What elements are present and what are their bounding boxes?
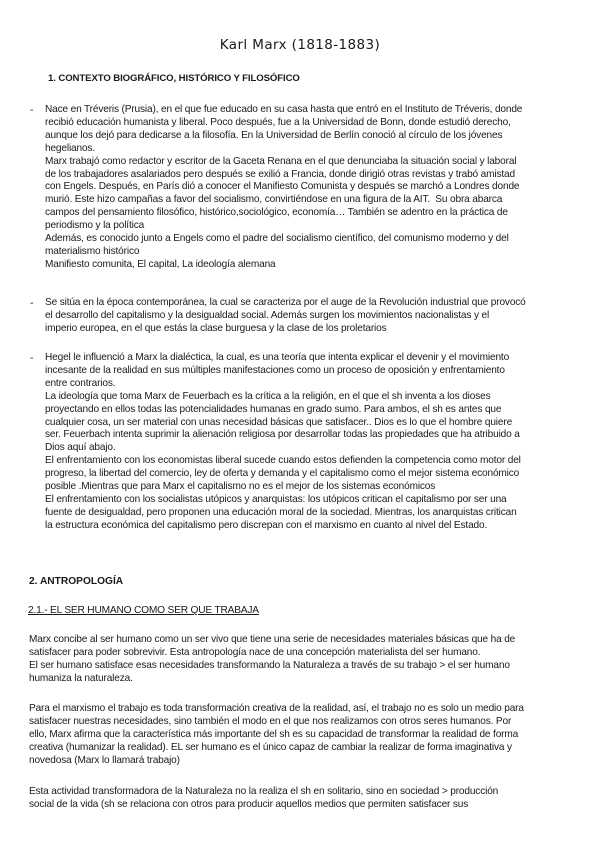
- bullet-marker: -: [30, 297, 34, 309]
- subsection-2-1-heading: 2.1.- EL SER HUMANO COMO SER QUE TRABAJA: [28, 605, 259, 616]
- paragraph: Para el marxismo el trabajo es toda transformación creativa de la realidad, así, el trabajo no es solo un medio para satisfacer nuestras necesidades, sino también el modo en el que nos realizamos con otros seres humanos. Por ello, Marx afirma que la característica más importante del sh es su capacidad de transformar la realidad de forma creativa (humanizar la realidad). EL ser humano es el único capaz de cambiar la realizar de forma imaginativa y novedosa (Marx lo llamará trabajo): [29, 703, 524, 766]
- bullet-text-historical-context: Se sitúa en la época contemporánea, la cual se caracteriza por el auge de la Revolución industrial que provocó el desarrollo del capitalismo y la desigualdad social. Además surgen los movimientos nacionalistas y el imperio europea, en el que estás la clase burguesa y la clase de los proletarios: [45, 297, 526, 334]
- bullet-item: [30, 352, 575, 533]
- section-2-heading: 2. ANTROPOLOGÍA: [29, 576, 124, 587]
- paragraph: Marx concibe al ser humano como un ser vivo que tiene una serie de necesidades materiales básicas que ha de satisfacer para poder sobrevivir. Esta antropología nace de una concepción materialista del ser humano. El ser humano satisface esas necesidades transformando la Naturaleza a través de su trabajo > el ser humano humaniza la naturaleza.: [29, 634, 516, 684]
- paragraph: Esta actividad transformadora de la Naturaleza no la realiza el sh en solitario, sino en sociedad > producción social de la vida (sh se relaciona con otros para producir aquellos medios que permiten satisfacer sus: [29, 786, 499, 810]
- bullet-marker: -: [30, 352, 34, 364]
- bullet-item: [30, 297, 575, 336]
- document-title: Karl Marx (1818-1883): [219, 37, 381, 53]
- bullet-item: [30, 104, 575, 272]
- bullet-marker: -: [30, 104, 34, 116]
- bullet-text-biography: Nace en Tréveris (Prusia), en el que fue educado en su casa hasta que entró en el Instituto de Tréveris, donde recibió educación humanista y liberal. Poco después, fue a la Universidad de Bonn, donde estudió derecho, aunque los dejó para dedicarse a la filosofía. En la Universidad de Berlín conoció al círculo de los jóvenes hegelianos. Marx trabajó como redactor y escritor de la Gaceta Renana en el que denunciaba la situación social y laboral de los trabajadores asalariados pero después se exilió a Francia, donde dirigió otras revistas y trabó amistad con Engels. Después, en París dió a conocer el Manifiesto Comunista y después se marchó a Londres donde murió. Este hizo campañas a favor del socialismo, convirtiéndose en una figura de la AIT. Su obra abarca campos del pensamiento filosófico, histórico,sociológico, economía… También se adentro en la práctica de periodismo y la política Además, es conocido junto a Engels como el padre del socialismo científico, del comunismo moderno y del materialismo histórico Manifiesto comunita, El capital, La ideología alemana: [45, 104, 523, 270]
- section-1-heading: 1. CONTEXTO BIOGRÁFICO, HISTÓRICO Y FILOSÓFICO: [48, 73, 300, 84]
- bullet-text-philosophical-context: Hegel le influenció a Marx la dialéctica, la cual, es una teoría que intenta explicar el devenir y el movimiento incesante de la realidad en sus múltiples manifestaciones como un proceso de oposición y enfrentamiento entre contrarios. La ideología que toma Marx de Feuerbach es la crítica a la religión, en el que el sh inventa a los dioses proyectando en ellos todas las potencialidades humanas en grado sumo. Para ambos, el sh es antes que cualquier cosa, un ser material con unas necesidad básicas que satisfacer.. Dios es lo que el hombre quiere ser. Feuerbach intenta suprimir la alienación religiosa por desarrollar todas las propiedades que ha atribuido a Dios aquí abajo. El enfrentamiento con los economistas liberal sucede cuando estos defienden la competencia como motor del progreso, la libertad del comercio, ley de oferta y demanda y el capitalismo como el mejor sistema económico posible .Mientras que para Marx el capitalismo no es el mejor de los sistemas económicos El enfrentamiento con los socialistas utópicos y anarquistas: los utópicos critican el capitalismo por ser una fuente de desigualdad, pero proponen una educación moral de la sociedad. Mientras, los anarquistas critican la estructura económica del capitalismo pero discrepan con el marxismo en cuanto al nivel del Estado.: [45, 352, 521, 531]
